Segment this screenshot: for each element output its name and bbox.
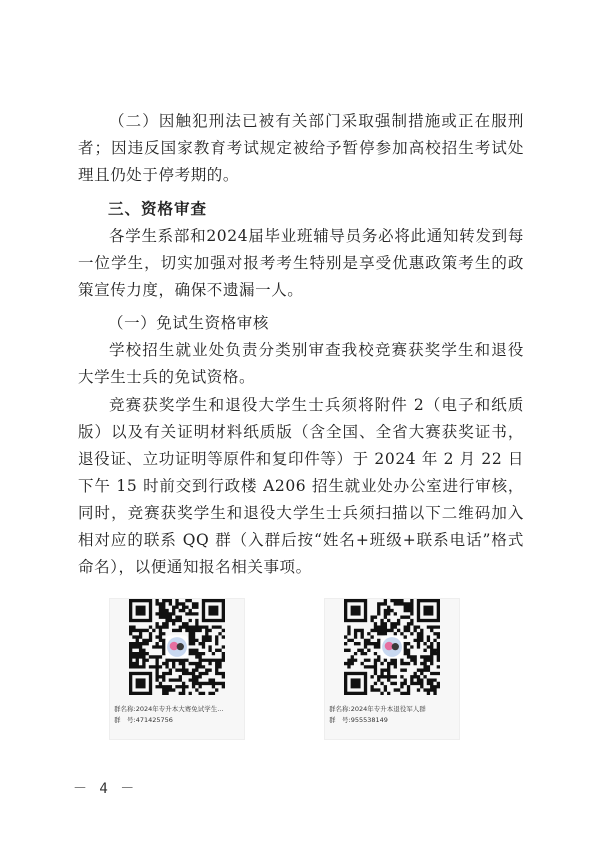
section-heading-qualification-review: 三、资格审查 (108, 200, 208, 218)
qr-code-competition-group[interactable] (129, 599, 225, 695)
qr-card-competition-group (109, 598, 245, 740)
paragraph-review-responsibility: 学校招生就业处负责分类别审查我校竞赛获奖学生和退役大学生士兵的免试资格。 (78, 341, 524, 386)
paragraph-disqualification: （二）因触犯刑法已被有关部门采取强制措施或正在服刑者；因违反国家教育考试规定被给予暂停参加高校招生考试处理且仍处于停考期的。 (78, 112, 524, 184)
qr-group-name: 群名称:2024年专升本大赛免试学生... (114, 705, 224, 713)
subheading-exemption-review: （一）免试生资格审核 (108, 314, 270, 332)
paragraph-submission-instructions: 竞赛获奖学生和退役大学生士兵须将附件 2（电子和纸质版）以及有关证明材料纸质版（含全国、全省大赛获奖证书，退役证、立功证明等原件和复印件等）于 2024 年 2 月 22 日下午 15 时前交到行政楼 A206 招生就业处办公室进行审核，同时，竞赛获奖学生和退役大学生士兵须扫描以下二维码加入相对应的联系 QQ 群（入群后按“姓名+班级+联系电话”格式命名），以便通知报名相关事项。 (78, 396, 524, 576)
qr-group-number: 群 号:955538149 (329, 716, 388, 724)
qr-code-image (344, 599, 440, 695)
qr-group-number: 群 号:471425756 (114, 716, 173, 724)
qr-code-image (129, 599, 225, 695)
qr-card-veteran-group (324, 598, 460, 740)
paragraph-notice-forwarding: 各学生系部和2024届毕业班辅导员务必将此通知转发到每一位学生，切实加强对报考考生特别是享受优惠政策考生的政策宣传力度，确保不遗漏一人。 (78, 227, 524, 299)
qr-group-name: 群名称:2024年专升本退役军人群 (329, 705, 426, 713)
page-number: － 4 － (73, 781, 137, 797)
qr-code-veteran-group[interactable] (344, 599, 440, 695)
